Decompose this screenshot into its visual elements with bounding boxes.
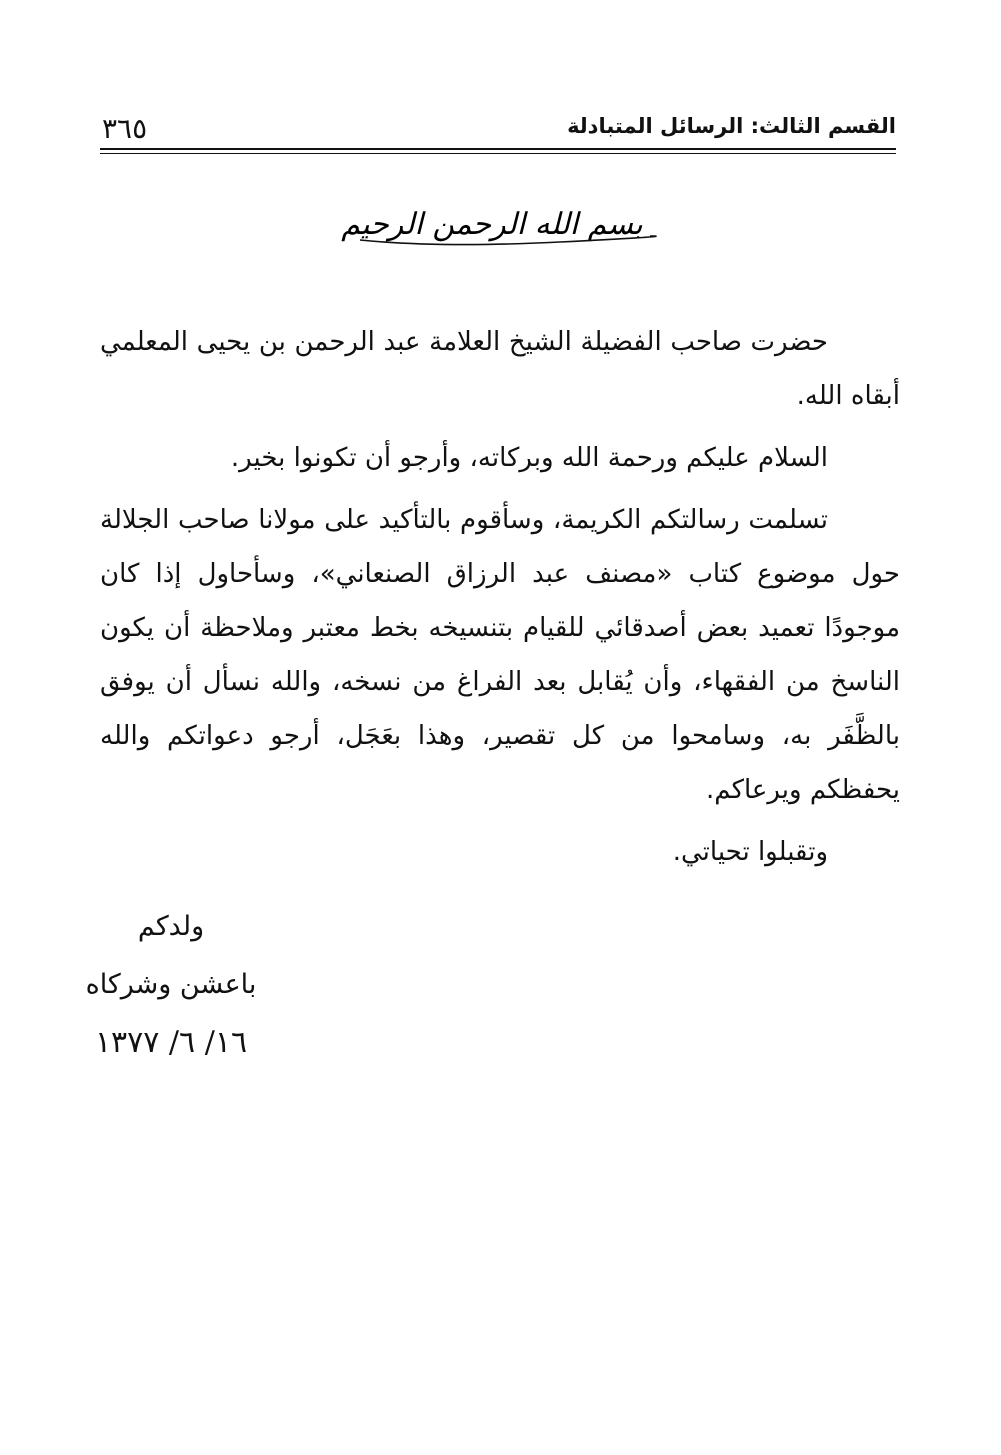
running-header [100,110,896,150]
section-title: القسم الثالث: الرسائل المتبادلة [567,114,896,138]
letter-body [100,315,900,879]
greeting-paragraph: السلام عليكم ورحمة الله وبركاته، وأرجو أن تكونوا بخير. [230,443,828,473]
header-rule-thick [100,148,896,150]
closing-paragraph: وتقبلوا تحياتي. [672,837,828,867]
basmala-text: بسم الله الرحمن الرحيم [341,207,643,242]
salutation-paragraph: حضرت صاحب الفضيلة الشيخ العلامة عبد الرحمن بن يحيى المعلمي أبقاه الله. [100,327,900,411]
page-number: ٣٦٥ [102,112,148,145]
basmala-calligraphy [320,196,665,262]
signature-name: باعشن وشركاه [85,969,257,1000]
basmala-svg [320,196,665,262]
header-rule-thin [100,153,896,154]
signature-date: ١٦/ ٦/ ١٣٧٧ [94,1025,248,1060]
main-paragraph: تسلمت رسالتكم الكريمة، وسأقوم بالتأكيد على مولانا صاحب الجلالة حول موضوع كتاب «مصنف عبد الرزاق الصنعاني»، وسأحاول إذا كان موجودًا تعميد بعض أصدقائي للقيام بتنسيخه بخط معتبر وملاحظة أن يكون الناسخ من الفقهاء، وأن يُقابل بعد الفراغ من نسخه، والله نسأل أن يوفق بالظَّفَر به، وسامحوا من كل تقصير، وهذا بعَجَل، أرجو دعواتكم والله يحفظكم ويرعاكم. [100,505,900,805]
signature-closing: ولدكم [137,911,205,942]
signature-block [41,898,301,1072]
